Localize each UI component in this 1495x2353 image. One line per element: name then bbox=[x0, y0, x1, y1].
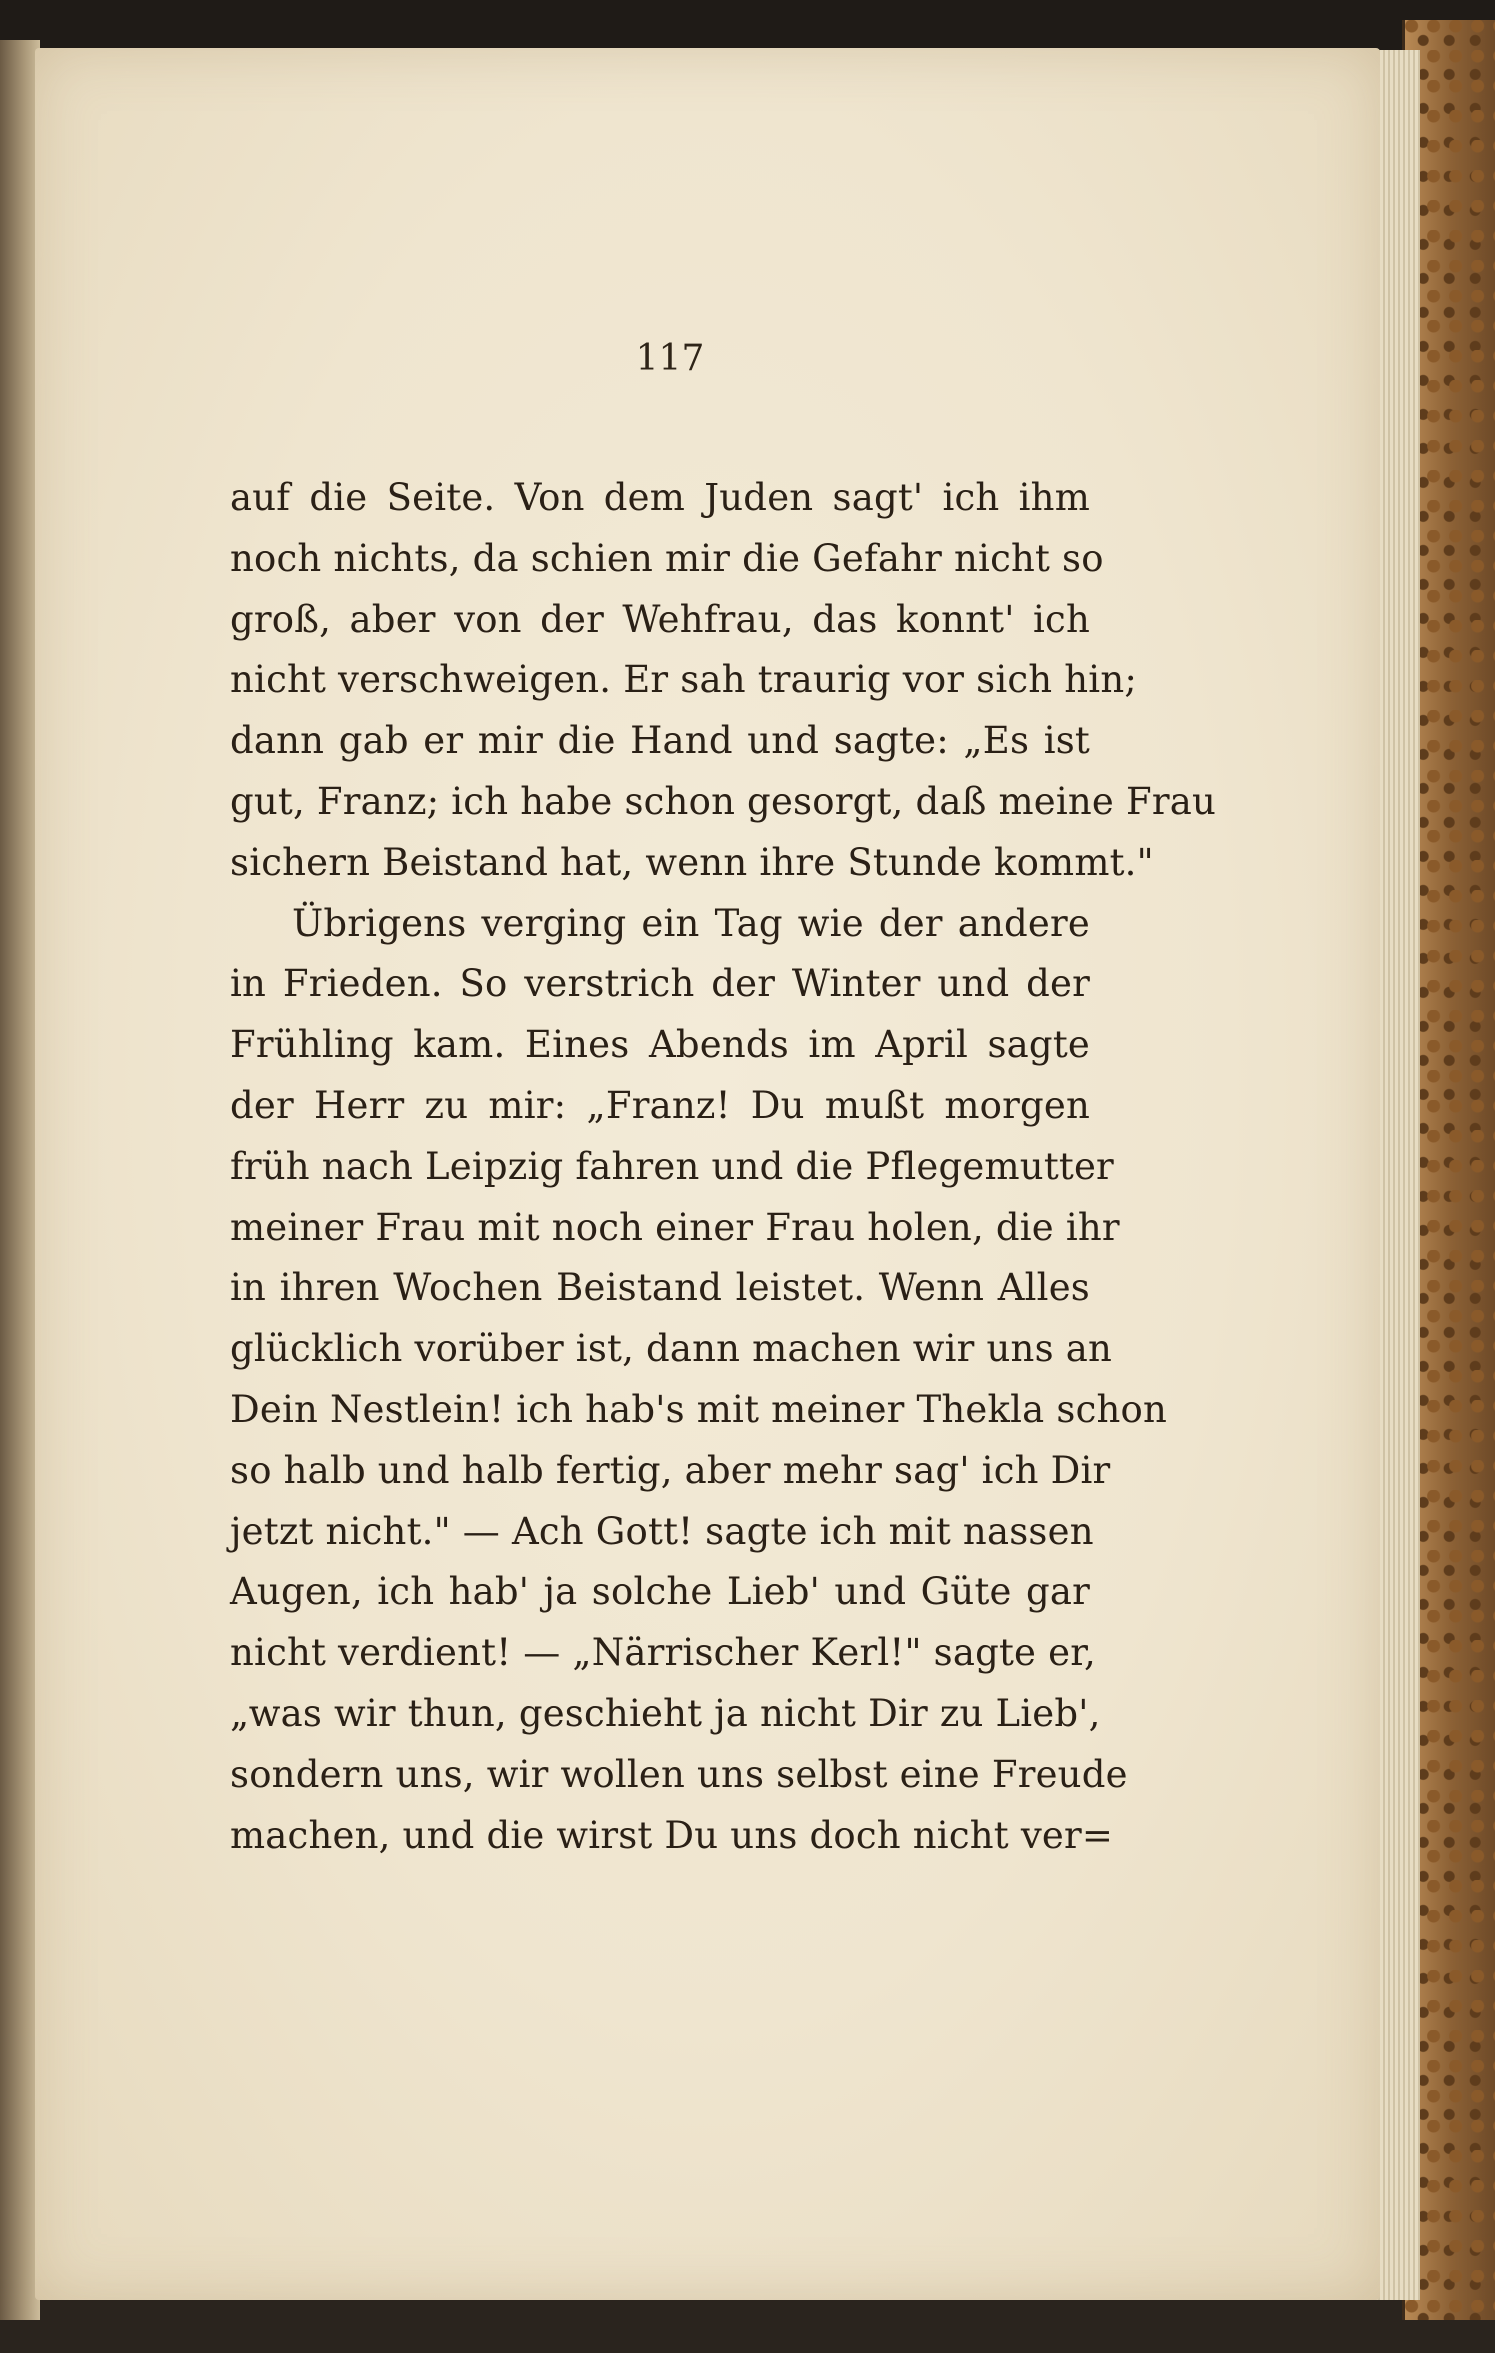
text-line: sondern uns, wir wollen uns selbst eine Freude bbox=[230, 1752, 1128, 1796]
text-line: der Herr zu mir: „Franz! Du mußt morgen bbox=[230, 1083, 1090, 1127]
text-line: gut, Franz; ich habe schon gesorgt, daß meine Frau bbox=[230, 779, 1217, 823]
body-text bbox=[230, 468, 1217, 1866]
book-page bbox=[35, 48, 1380, 2300]
text-line: in ihren Wochen Beistand leistet. Wenn Alles bbox=[230, 1266, 1090, 1310]
text-line: Augen, ich hab' ja solche Lieb' und Güte gar bbox=[230, 1570, 1090, 1614]
text-line: glücklich vorüber ist, dann machen wir uns an bbox=[230, 1327, 1113, 1371]
text-line: dann gab er mir die Hand und sagte: „Es ist bbox=[230, 719, 1090, 763]
text-line: Übrigens verging ein Tag wie der andere bbox=[292, 901, 1090, 945]
text-line: Frühling kam. Eines Abends im April sagte bbox=[230, 1023, 1090, 1067]
text-line: früh nach Leipzig fahren und die Pflegemutter bbox=[230, 1144, 1114, 1188]
text-line: groß, aber von der Wehfrau, das konnt' ich bbox=[230, 597, 1090, 641]
text-line: nicht verschweigen. Er sah traurig vor sich hin; bbox=[230, 658, 1138, 702]
text-line: jetzt nicht." — Ach Gott! sagte ich mit nassen bbox=[230, 1509, 1094, 1553]
text-line: „was wir thun, geschieht ja nicht Dir zu Lieb', bbox=[230, 1691, 1101, 1735]
text-line: auf die Seite. Von dem Juden sagt' ich ihm bbox=[230, 476, 1090, 519]
page-number: 117 bbox=[635, 338, 705, 379]
text-line: nicht verdient! — „Närrischer Kerl!" sagte er, bbox=[230, 1631, 1096, 1675]
text-line: meiner Frau mit noch einer Frau holen, die ihr bbox=[230, 1205, 1120, 1249]
text-line: so halb und halb fertig, aber mehr sag' ich Dir bbox=[230, 1448, 1111, 1492]
text-line: noch nichts, da schien mir die Gefahr nicht so bbox=[230, 536, 1104, 580]
text-line: machen, und die wirst Du uns doch nicht ver= bbox=[230, 1813, 1114, 1857]
text-line: in Frieden. So verstrich der Winter und der bbox=[230, 962, 1090, 1006]
text-line: Dein Nestlein! ich hab's mit meiner Thekla schon bbox=[230, 1387, 1168, 1431]
left-page-edge bbox=[0, 40, 40, 2320]
text-line: sichern Beistand hat, wenn ihre Stunde kommt." bbox=[230, 840, 1154, 884]
